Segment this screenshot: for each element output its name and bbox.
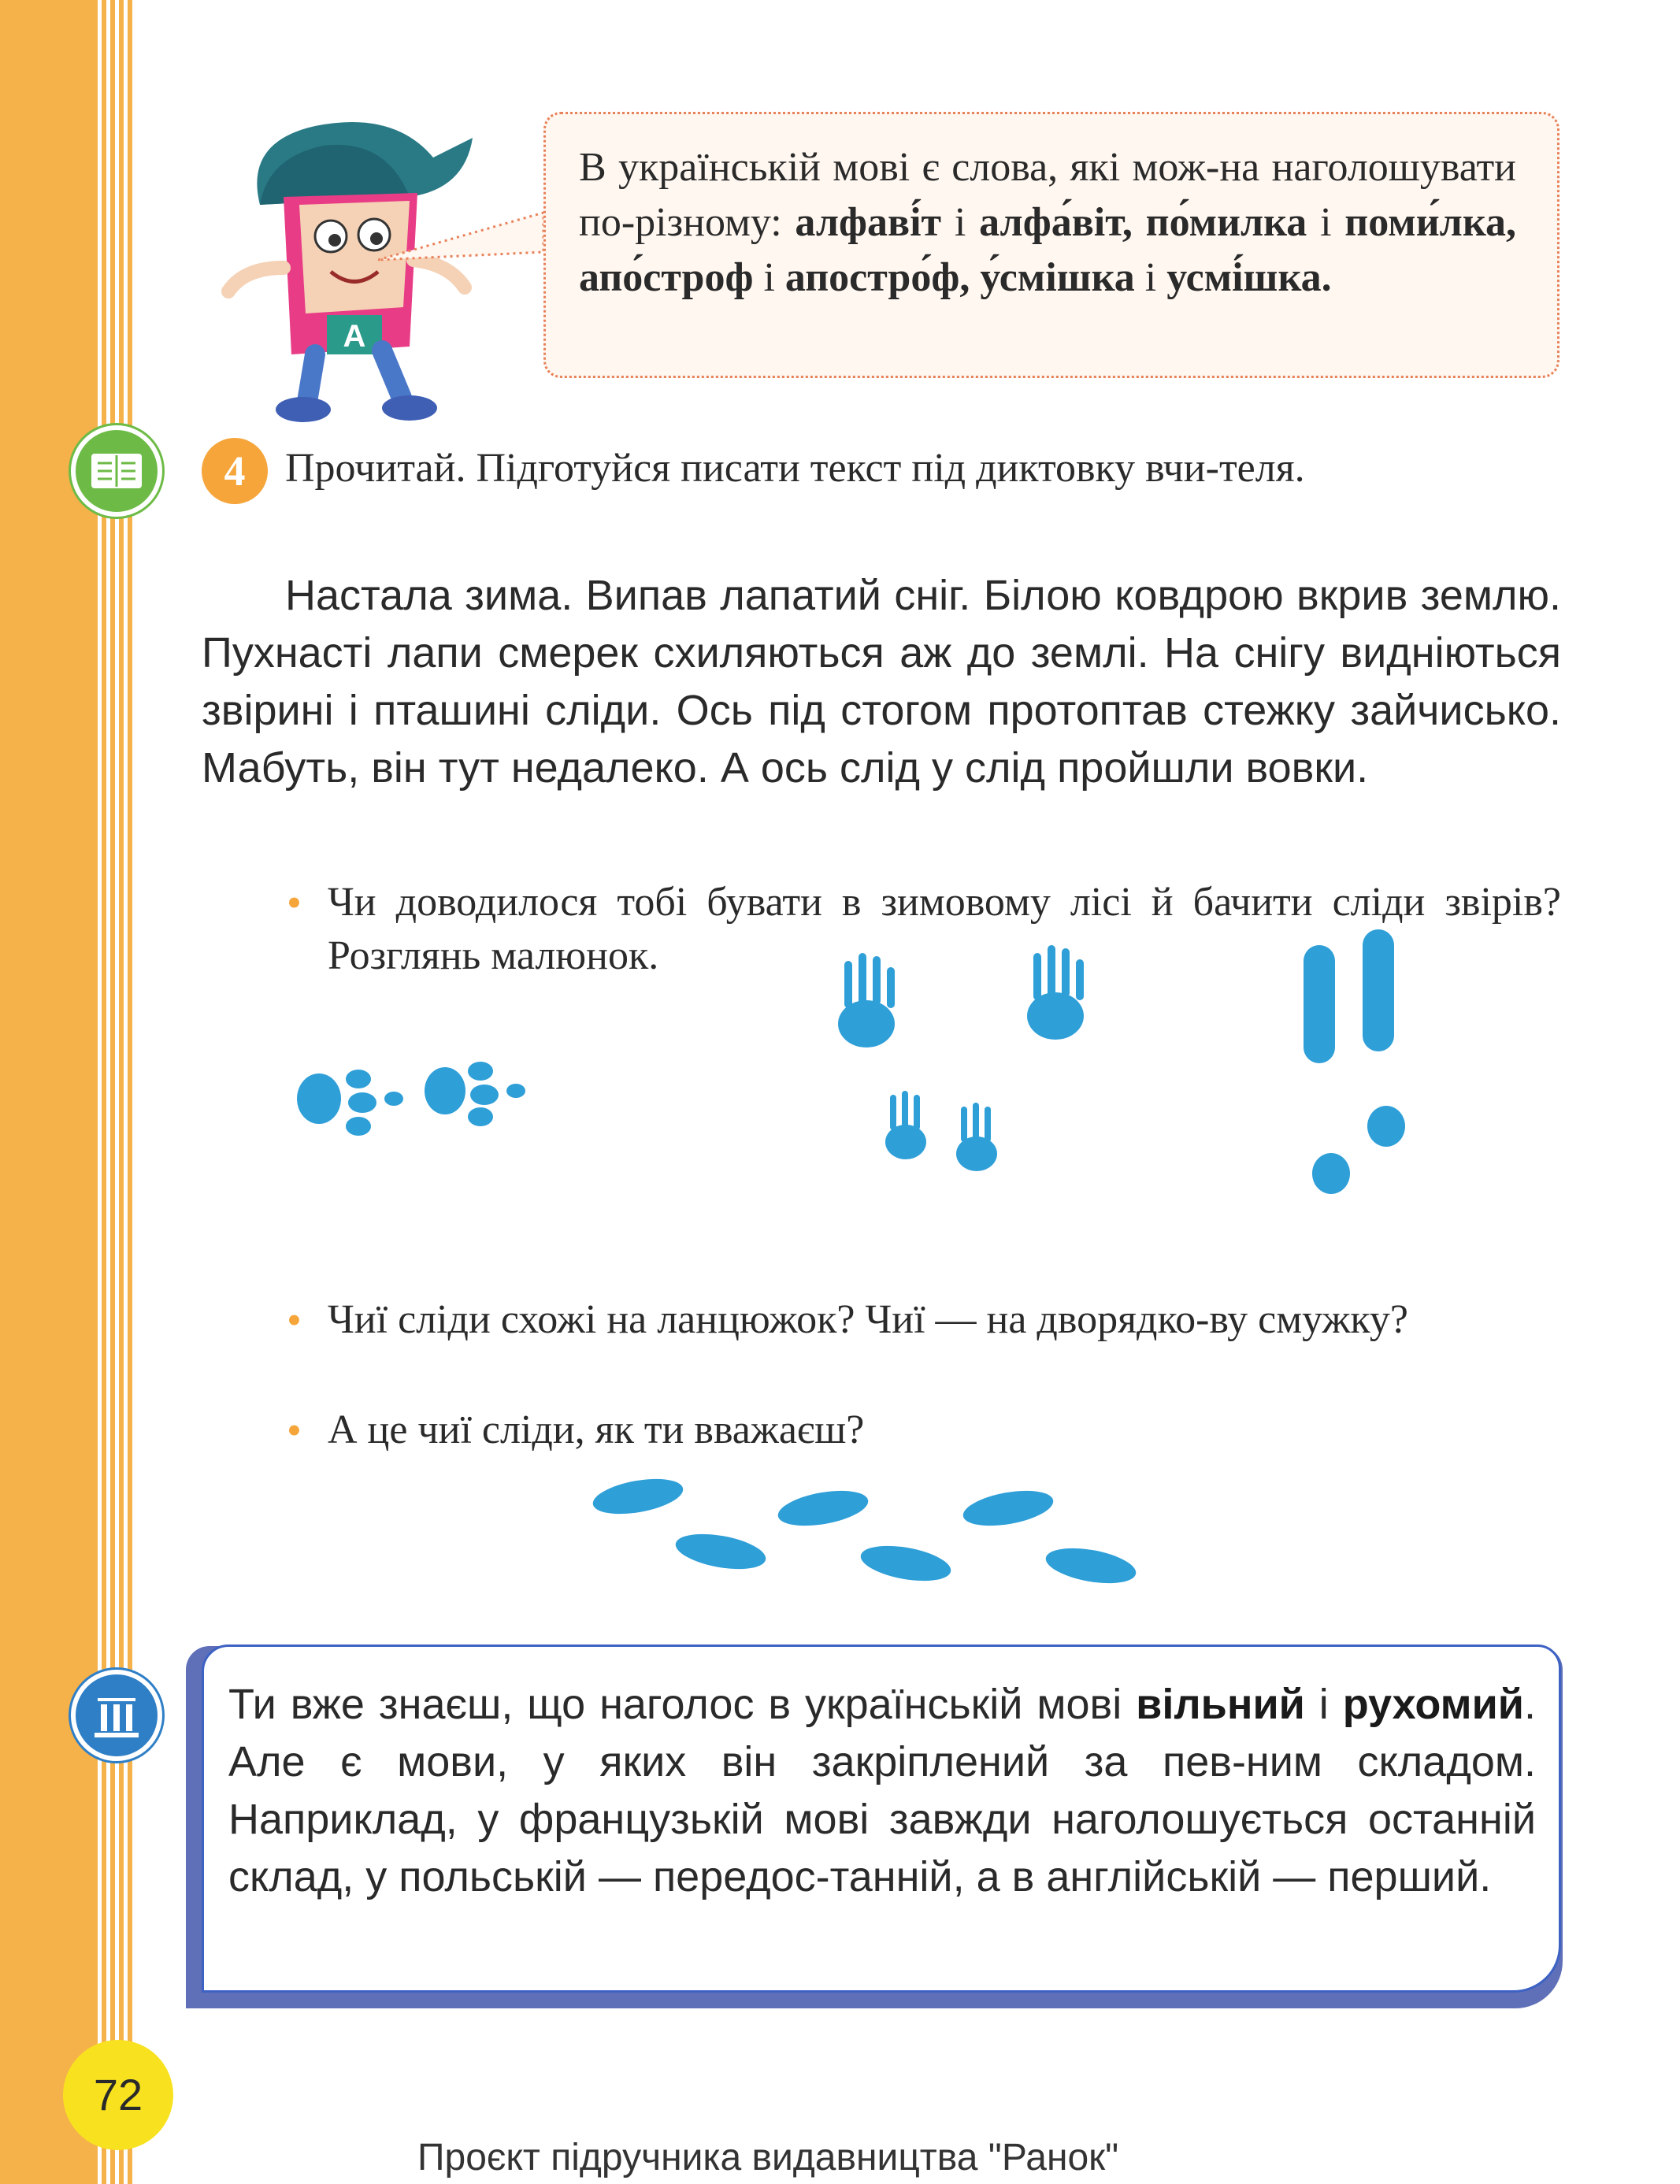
rule-icon [71,1670,162,1761]
task-number: 4 [202,438,268,504]
footprints-illustration [583,1473,1150,1591]
svg-text:А: А [343,319,366,354]
task-title: Прочитай. Підготуйся писати текст під диктовку вчи-теля. [285,446,1305,491]
hare-tracks-right [1304,929,1405,1194]
bubble-tail [378,197,559,284]
book-icon [71,425,162,517]
question-1: • Чи доводилося тобі бувати в зимовому лісі й бачити сліди звірів? Розглянь малюнок. [328,876,1561,983]
bullet-dot: • [287,1296,302,1344]
paw-tracks-left [297,1062,525,1136]
hand-tracks-center [838,945,1084,1171]
footer-text: Проєкт підручника видавництва "Ранок" [417,2137,1119,2178]
bullet-dot: • [287,1407,302,1454]
dictation-text: Настала зима. Випав лапатий сніг. Білою ковдрою вкрив землю. Пухнасті лапи смерек схиляються аж до землі. На снігу видніються звірині і пташині сліди. Ось під стогом протоптав стежку зайчисько. Мабуть, він тут недалеко. А ось слід у слід пройшли вовки. [202,572,1561,792]
bullet-dot: • [287,879,302,926]
margin-strip [0,0,93,2184]
question-3: • А це чиї сліди, як ти вважаєш? [328,1403,1561,1457]
callout-text: В українській мові є слова, які мож-на наголошувати по-різному: алфаві́т і алфа́віт, по́милка і поми́лка, апо́строф і апостро́ф, у́смішка і усмі́шка. [579,145,1516,300]
animal-tracks-illustration [284,929,1465,1213]
page-number: 72 [63,2040,173,2150]
margin-stripes [93,0,134,2184]
question-2: • Чиї сліди схожі на ланцюжок? Чиї — на дворядко-ву смужку? [328,1293,1561,1347]
rule-text: Ти вже знаєш, що наголос в українській мові вільний і рухомий. Але є мови, у яких він закріплений за пев-ним складом. Наприклад, у французькій мові завжди наголошується останній склад, у польській — передос-танній, а в англійській — перший. [228,1681,1536,1900]
